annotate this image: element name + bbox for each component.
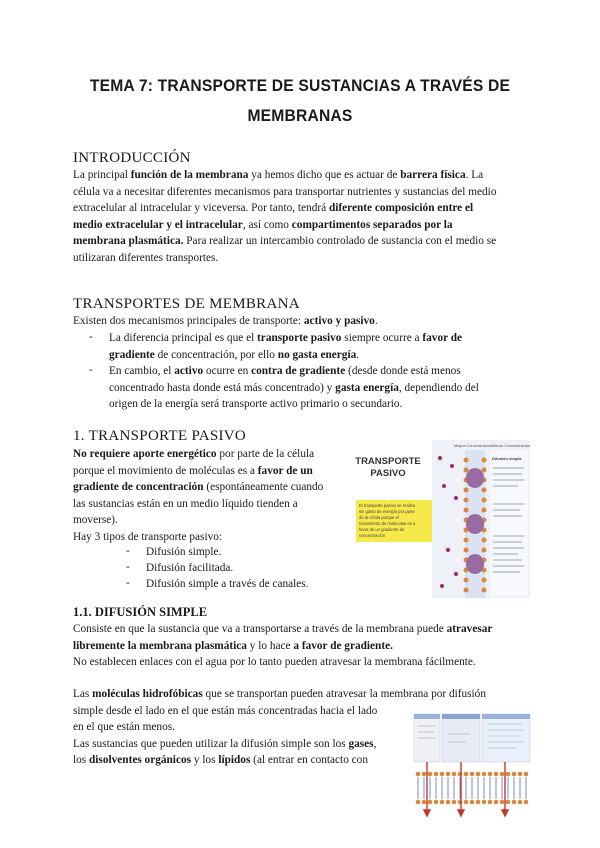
transportes-heading: TRANSPORTES DE MEMBRANA	[73, 296, 300, 312]
bullet-dash: -	[89, 331, 93, 343]
pasivo-heading: 1. TRANSPORTE PASIVO	[73, 428, 247, 444]
page-title-line2: MEMBRANAS	[247, 106, 353, 125]
diagram-svg	[352, 440, 530, 598]
transporte-pasivo-diagram	[352, 440, 530, 598]
diagram-label: TRANSPORTE	[355, 456, 421, 467]
type-item: Difusión simple a través de canales.	[146, 578, 309, 590]
type-item: Difusión simple.	[146, 546, 222, 558]
difusion-diagram	[412, 712, 532, 820]
col-left-label: Mayor Concentración	[454, 443, 493, 448]
page-title: TEMA 7: TRANSPORTE DE SUSTANCIAS A TRAVÉS DE	[89, 76, 511, 95]
type-dash: -	[126, 545, 130, 557]
type-dash: -	[126, 577, 130, 589]
transportes-intro: Existen dos mecanismos principales de transporte: activo y pasivo.	[73, 315, 378, 327]
bullet-pasivo: La diferencia principal es que el transporte pasivo siempre ocurre a favor de gradiente de concentración, por ello no gasta energía.	[109, 332, 463, 361]
intro-heading: INTRODUCCIÓN	[73, 150, 191, 166]
diagram-label: PASIVO	[370, 468, 406, 479]
type-dash: -	[126, 561, 130, 573]
intro-paragraph: La principal función de la membrana ya hemos dicho que es actuar de barrera física. La célula va a necesitar diferentes mecanismos para transportar nutrientes y sustancias del medio extracelular al intracelular y viceversa. Por tanto, tendrá diferente composición entre el medio extracelular y el intracelular, así como compartimentos separados por la membrana plasmática. Para realizar un intercambio controlado de sustancia con el medio se utilizaran diferentes transportes.	[73, 169, 497, 264]
type-item: Difusión facilitada.	[146, 562, 234, 574]
simple-paragraph: Consiste en que la sustancia que va a transportarse a través de la membrana puede atravesar libremente la membrana plasmática y lo hace a favor de gradiente. No establecen enlaces con el agua por lo tanto pueden atravesar la membrana fácilmente.	[73, 623, 493, 668]
pasivo-paragraph: No requiere aporte energético por parte de la célula porque el movimiento de moléculas es a favor de un gradiente de concentración (espontáneamente cuando las sustancias están en un medio líquido tienden a moverse). Hay 3 tipos de transporte pasivo:	[73, 448, 324, 543]
note-text: El transporte pasivo se realiza sin gasto de energía por parte de la célula porque el movimiento de moléculas es a favor de un gradiente de concentración	[359, 503, 416, 538]
col-right-label: Menor Concentración	[492, 443, 530, 448]
simple-hidrofobicas: Las moléculas hidrofóbicas que se transportan pueden atravesar la membrana por difusión simple desde el lado en el que están más concentradas hacia el lado en el que están menos. Las sustancias que pueden utilizar la difusión simple son los gases, los disolventes orgánicos y los lípidos (al entrar en contacto con	[73, 688, 486, 766]
difusion-svg	[412, 712, 532, 820]
bullet-dash: -	[89, 364, 93, 376]
membrane-proteins	[466, 468, 484, 574]
simple-heading: 1.1. DIFUSIÓN SIMPLE	[73, 605, 208, 619]
side-label: Difusión simple	[492, 456, 522, 461]
bullet-activo: En cambio, el activo ocurre en contra de gradiente (desde donde está menos concentrado hasta donde está más concentrado) y gasta energía, dependiendo del origen de la energía será transporte activo primario o secundario.	[109, 365, 479, 410]
